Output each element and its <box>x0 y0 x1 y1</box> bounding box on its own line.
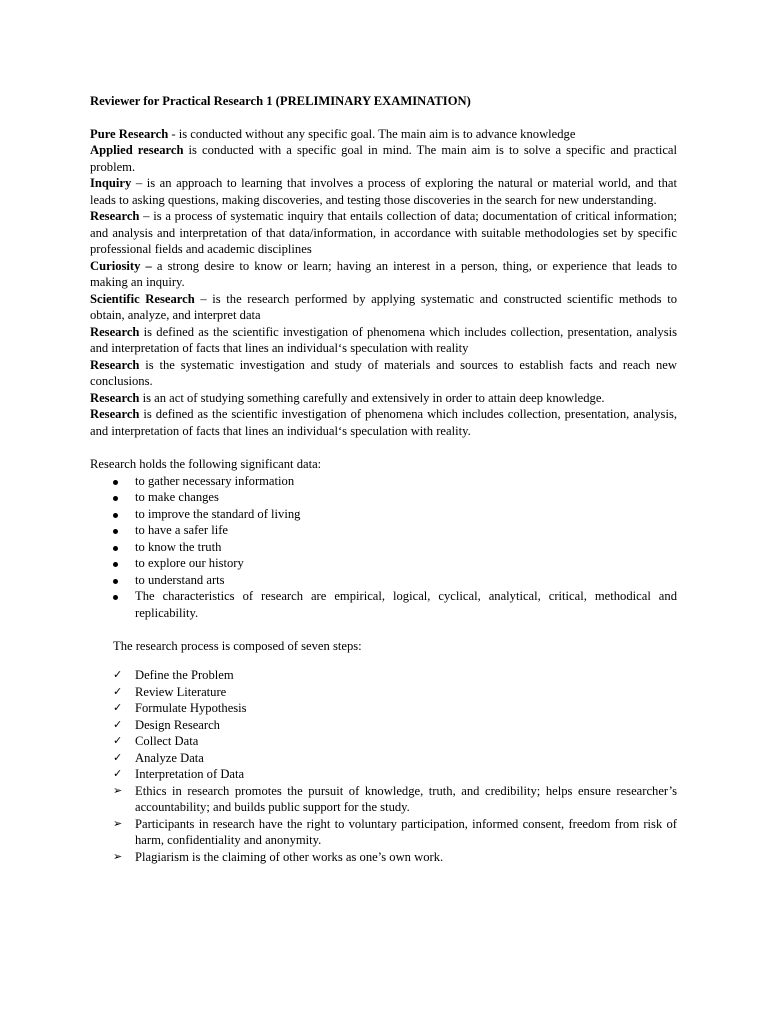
bullet-icon <box>113 595 118 600</box>
definition-item <box>90 142 677 175</box>
check-icon: ✓ <box>113 684 123 698</box>
definition-term: Inquiry <box>90 176 132 190</box>
definition-term: Curiosity – <box>90 258 152 273</box>
list-item: ✓ Formulate Hypothesis <box>113 701 247 716</box>
definition-text: - is conducted without any specific goal. The main aim is to advance knowledge <box>168 126 576 141</box>
list-item: ➢ Ethics in research promotes the pursuit of knowledge, truth, and credibility; helps ensure researcher’s accountability; and builds public support for the study. <box>113 783 677 815</box>
definition-item <box>90 258 677 291</box>
list-item: to have a safer life <box>90 522 677 539</box>
list-item: ✓ Interpretation of Data <box>113 767 245 782</box>
bullet-icon <box>113 562 118 567</box>
steps-list <box>90 667 677 783</box>
definition-item <box>90 324 677 357</box>
bullet-icon <box>113 579 118 584</box>
definition-text: – is an approach to learning that involves a process of exploring the natural or material world, and that leads to asking questions, making discoveries, and testing those discoveries in the search for new understanding. <box>90 176 677 207</box>
list-item: ➢ Plagiarism is the claiming of other works as one’s own work. <box>113 849 444 864</box>
bullet-icon <box>113 496 118 501</box>
definition-term: Applied research <box>90 143 184 157</box>
significance-list <box>90 473 677 622</box>
definition-text: is conducted with a specific goal in mind. The main aim is to solve a specific and practical problem. <box>90 143 677 174</box>
check-icon: ✓ <box>113 734 123 748</box>
list-item: to understand arts <box>90 572 677 589</box>
list-item: ✓ Define the Problem <box>113 668 234 683</box>
definition-text: a strong desire to know or learn; having an interest in a person, thing, or experience that leads to making an inquiry. <box>90 258 677 289</box>
list-item: to make changes <box>90 489 677 506</box>
arrow-icon: ➢ <box>113 816 123 830</box>
check-icon: ✓ <box>113 767 123 781</box>
definitions-section <box>90 126 677 440</box>
steps-intro: The research process is composed of seven steps: <box>113 639 362 653</box>
definition-term: Research <box>90 209 140 223</box>
notes-list <box>90 783 677 866</box>
check-icon: ✓ <box>113 750 123 764</box>
definition-term: Research <box>90 357 140 372</box>
definition-text: – is a process of systematic inquiry that entails collection of data; documentation of critical information; and analysis and interpretation of that data/information, in accordance with suitable methodologies set by specific professional fields and academic disciplines <box>90 209 677 256</box>
definition-text: is defined as the scientific investigation of phenomena which includes collection, presentation, analysis and interpretation of facts that lines an individual‘s speculation with reality <box>90 324 677 355</box>
definition-text: is the systematic investigation and study of materials and sources to establish facts and reach new conclusions. <box>90 357 677 388</box>
bullet-icon <box>113 513 118 518</box>
list-item: ✓ Review Literature <box>113 684 227 699</box>
definition-item <box>90 208 677 258</box>
list-item: to gather necessary information <box>90 473 677 490</box>
significance-intro: Research holds the following significant data: <box>90 457 322 471</box>
definition-text: is an act of studying something carefully and extensively in order to attain deep knowledge. <box>139 390 605 405</box>
definition-item <box>90 390 677 407</box>
document-title: Reviewer for Practical Research 1 (PRELIMINARY EXAMINATION) <box>90 94 471 108</box>
bullet-icon <box>113 529 118 534</box>
check-icon: ✓ <box>113 668 123 682</box>
document-page <box>90 93 677 865</box>
definition-term: Pure Research <box>90 126 169 141</box>
definition-text: is defined as the scientific investigation of phenomena which includes collection, presentation, analysis, and interpretation of facts that lines an individual‘s speculation with reality. <box>90 407 677 438</box>
list-item: ✓ Analyze Data <box>113 750 204 765</box>
definition-term: Research <box>90 324 140 339</box>
definition-text: – is the research performed by applying systematic and constructed scientific methods to obtain, analyze, and interpret data <box>90 291 677 322</box>
definition-item <box>90 175 677 208</box>
list-item: ➢ Participants in research have the right to voluntary participation, informed consent, freedom from risk of harm, confidentiality and anonymity. <box>113 816 677 848</box>
definition-item <box>90 291 677 324</box>
definition-item <box>90 126 677 143</box>
arrow-icon: ➢ <box>113 849 123 863</box>
definition-term: Research <box>90 390 140 405</box>
definition-item <box>90 357 677 390</box>
definition-term: Research <box>90 407 140 421</box>
definition-term: Scientific Research <box>90 291 195 306</box>
list-item: The characteristics of research are empirical, logical, cyclical, analytical, critical, methodical and replicability. <box>90 588 677 621</box>
check-icon: ✓ <box>113 717 123 731</box>
list-item: to improve the standard of living <box>90 506 677 523</box>
list-item: to know the truth <box>90 539 677 556</box>
list-item: ✓ Collect Data <box>113 734 199 749</box>
list-item: to explore our history <box>90 555 677 572</box>
arrow-icon: ➢ <box>113 783 123 797</box>
bullet-icon <box>113 546 118 551</box>
bullet-icon <box>113 480 118 485</box>
check-icon: ✓ <box>113 701 123 715</box>
definition-item <box>90 406 677 439</box>
list-item: ✓ Design Research <box>113 717 220 732</box>
